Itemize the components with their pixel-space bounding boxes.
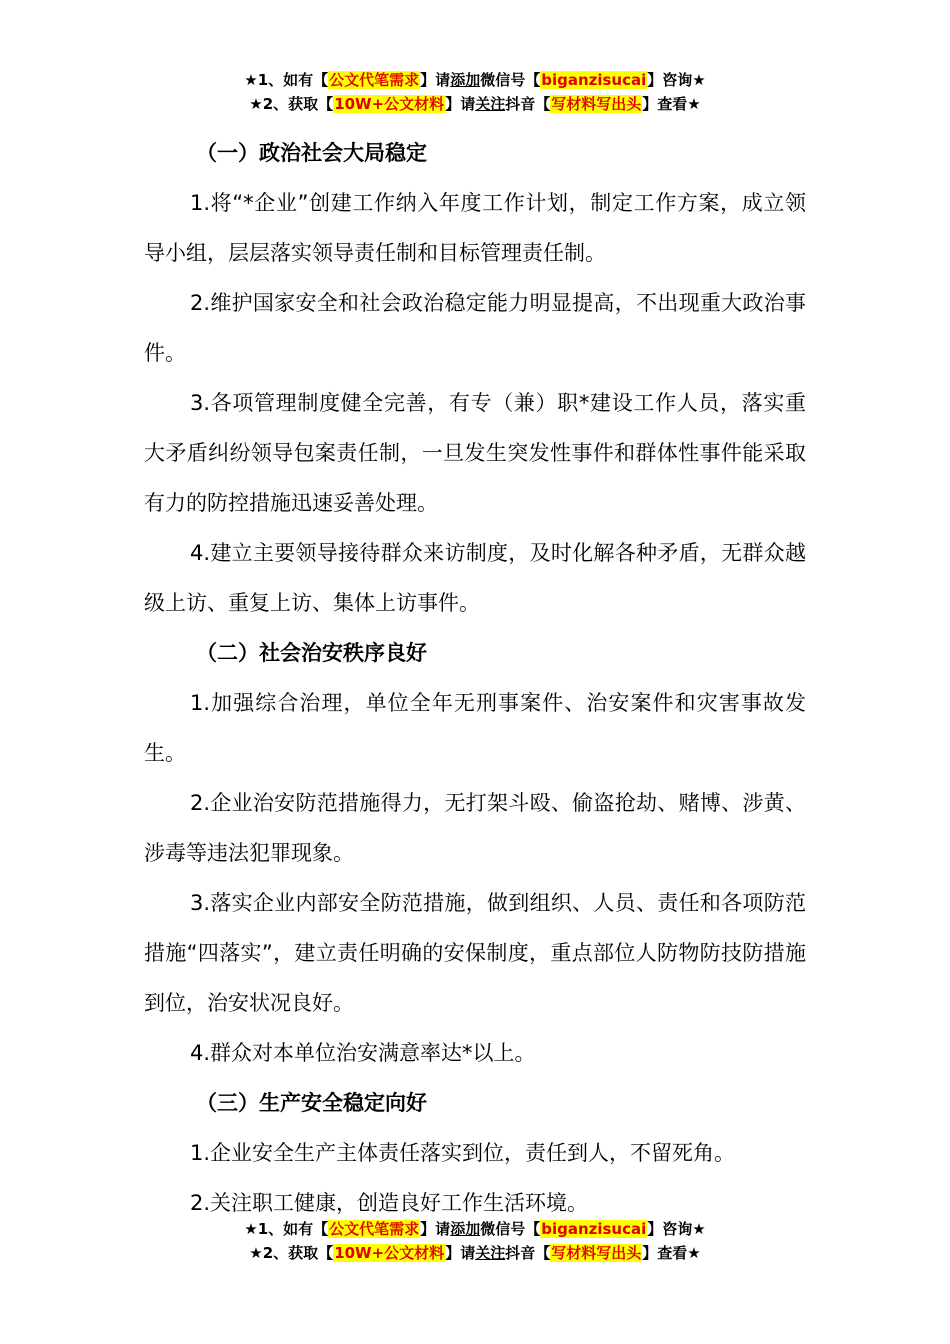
promo-underline: 关注 xyxy=(475,1244,506,1262)
promo-highlight-wechat: biganzisucai xyxy=(541,1220,647,1238)
promo-underline: 添加 xyxy=(450,71,481,89)
section-heading-2: （二）社会治安秩序良好 xyxy=(196,641,427,665)
promo-text: 微信号【 xyxy=(480,1220,541,1238)
promo-line-2 xyxy=(0,1241,950,1265)
promo-text: 抖音【 xyxy=(505,1244,551,1262)
promo-line-1 xyxy=(0,1217,950,1241)
promo-highlight-douyin: 写材料写出头 xyxy=(551,1244,642,1262)
section-2-item-1: 1.加强综合治理，单位全年无刑事案件、治安案件和灾害事故发生。 xyxy=(144,691,806,765)
document-body xyxy=(144,128,806,1228)
promo-line-1 xyxy=(0,68,950,92)
section-2-item-2: 2.企业治安防范措施得力，无打架斗殴、偷盗抢劫、赌博、涉黄、涉毒等违法犯罪现象。 xyxy=(144,791,806,865)
promo-text: 微信号【 xyxy=(480,71,541,89)
section-1-item-4: 4.建立主要领导接待群众来访制度，及时化解各种矛盾，无群众越级上访、重复上访、集体上访事件。 xyxy=(144,541,806,615)
section-3-item-2: 2.关注职工健康，创造良好工作生活环境。 xyxy=(190,1191,589,1215)
promo-line-2 xyxy=(0,92,950,116)
promo-text: 抖音【 xyxy=(505,95,551,113)
section-2-item-3: 3.落实企业内部安全防范措施，做到组织、人员、责任和各项防范措施“四落实”，建立责任明确的安保制度，重点部位人防物防技防措施到位，治安状况良好。 xyxy=(144,891,806,1015)
promo-text: ★2、获取【 xyxy=(249,95,334,113)
section-1-item-1: 1.将“*企业”创建工作纳入年度工作计划，制定工作方案，成立领导小组，层层落实领导责任制和目标管理责任制。 xyxy=(144,191,806,265)
section-3-item-1: 1.企业安全生产主体责任落实到位，责任到人，不留死角。 xyxy=(190,1141,736,1165)
promo-text: 】查看★ xyxy=(642,1244,701,1262)
promo-banner-top xyxy=(0,68,950,116)
section-heading-1: （一）政治社会大局稳定 xyxy=(196,141,427,165)
promo-highlight: 公文代笔需求 xyxy=(329,1220,420,1238)
promo-highlight-douyin: 写材料写出头 xyxy=(551,95,642,113)
promo-text: ★1、如有【 xyxy=(244,1220,329,1238)
promo-text: ★2、获取【 xyxy=(249,1244,334,1262)
promo-text: 】请 xyxy=(445,1244,476,1262)
promo-text: ★1、如有【 xyxy=(244,71,329,89)
section-heading-3: （三）生产安全稳定向好 xyxy=(196,1091,427,1115)
promo-text: 】请 xyxy=(420,71,451,89)
promo-text: 】咨询★ xyxy=(647,71,706,89)
section-1-item-2: 2.维护国家安全和社会政治稳定能力明显提高，不出现重大政治事件。 xyxy=(144,291,806,365)
promo-highlight: 10W+公文材料 xyxy=(334,1244,445,1262)
promo-highlight: 10W+公文材料 xyxy=(334,95,445,113)
promo-underline: 添加 xyxy=(450,1220,481,1238)
promo-text: 】咨询★ xyxy=(647,1220,706,1238)
promo-text: 】请 xyxy=(445,95,476,113)
promo-highlight-wechat: biganzisucai xyxy=(541,71,647,89)
promo-highlight: 公文代笔需求 xyxy=(329,71,420,89)
section-1-item-3: 3.各项管理制度健全完善，有专（兼）职*建设工作人员，落实重大矛盾纠纷领导包案责任制，一旦发生突发性事件和群体性事件能采取有力的防控措施迅速妥善处理。 xyxy=(144,391,806,515)
section-2-item-4: 4.群众对本单位治安满意率达*以上。 xyxy=(190,1041,536,1065)
promo-text: 】查看★ xyxy=(642,95,701,113)
promo-text: 】请 xyxy=(420,1220,451,1238)
promo-underline: 关注 xyxy=(475,95,506,113)
promo-banner-bottom xyxy=(0,1217,950,1265)
